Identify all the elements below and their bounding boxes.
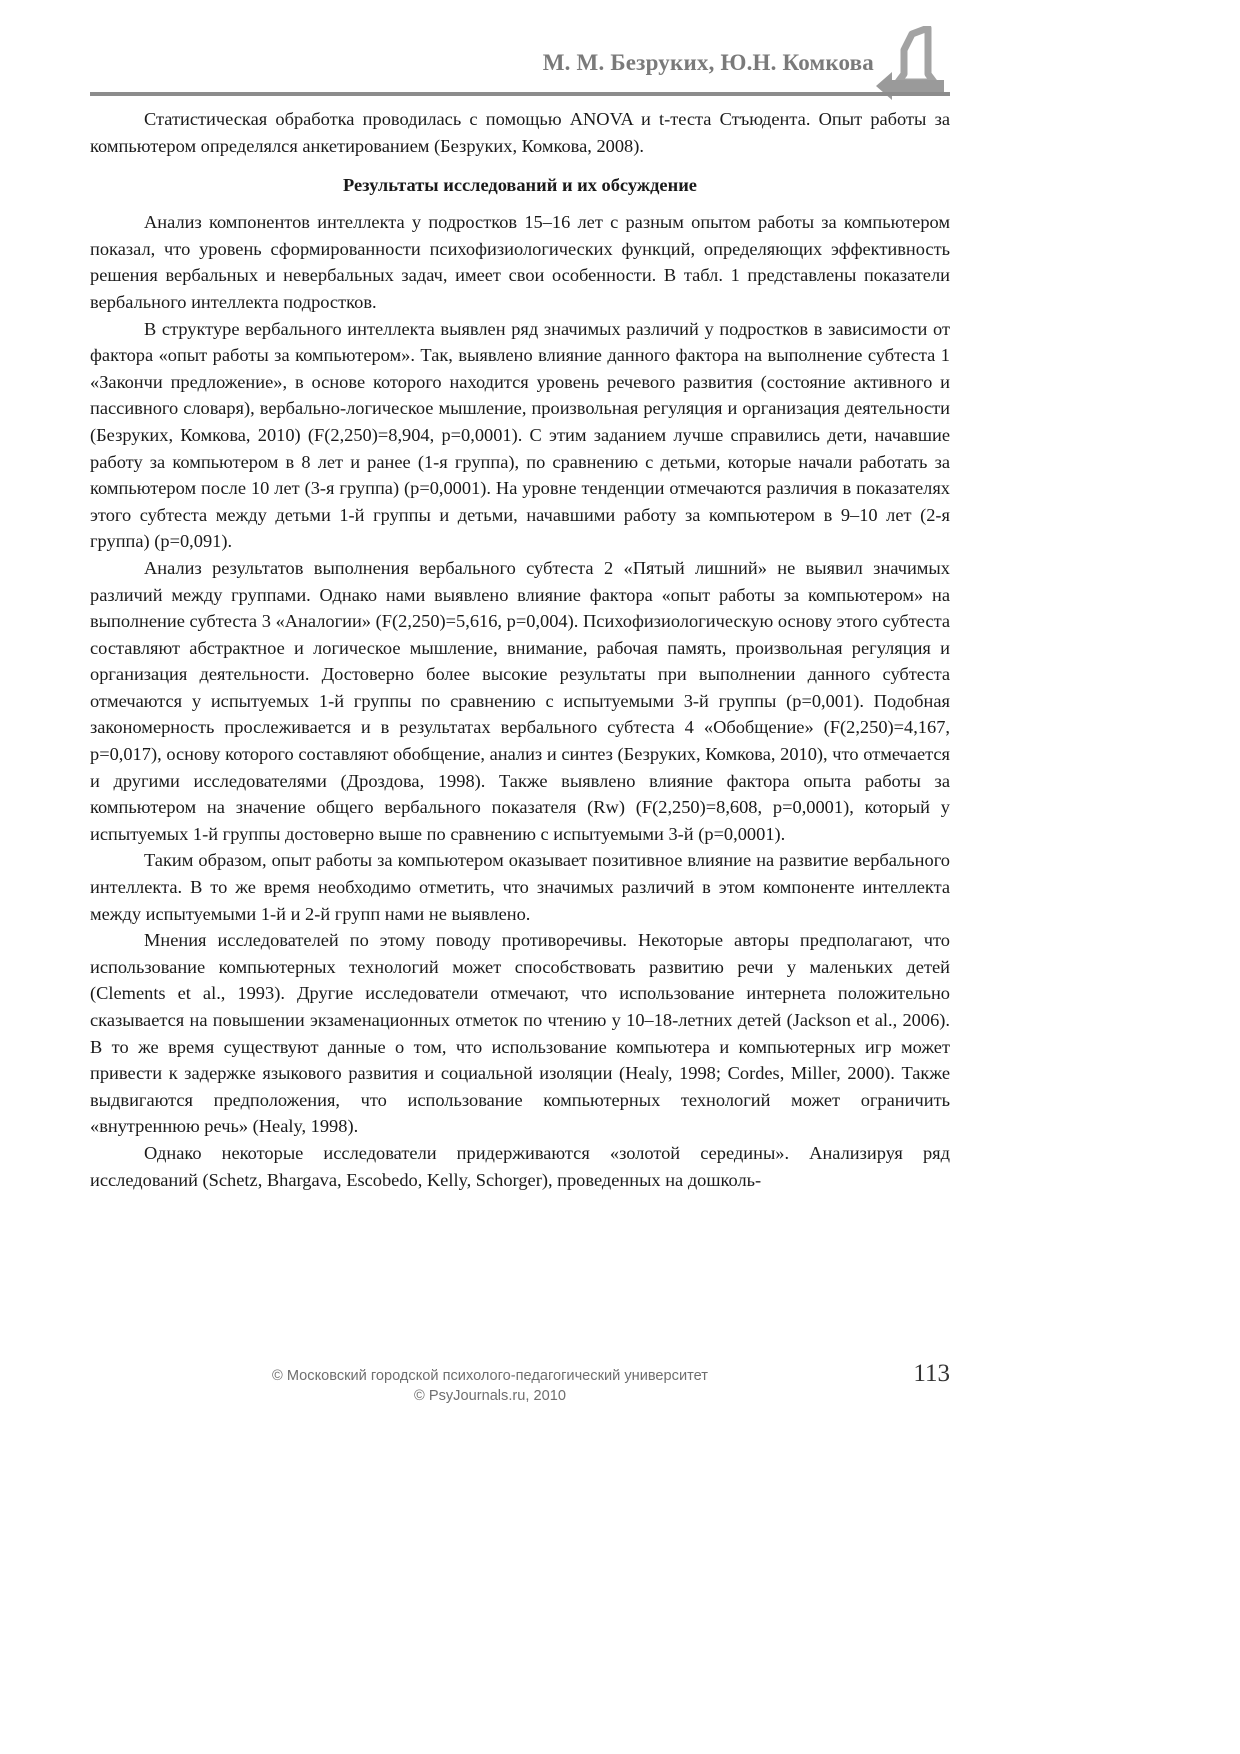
paragraph: В структуре вербального интеллекта выявлен ряд значимых различий у подростков в зависимости от фактора «опыт работы за компьютером». Так, выявлено влияние данного фактора на выполнение субтеста 1 «Закончи предложение», в основе которого находится уровень речевого развития (состояние активного и пассивного словаря), вербально-логическое мышление, произвольная регуляция и организация деятельности (Безруких, Комкова, 2010) (F(2,250)=8,904, p=0,0001). С этим заданием лучше справились дети, начавшие работу за компьютером в 8 лет и ранее (1-я группа), по сравнению с детьми, которые начали работать за компьютером после 10 лет (3-я группа) (p=0,0001). На уровне тенденции отмечаются различия в показателях этого субтеста между детьми 1-й группы и детьми, начавшими работу за компьютером в 9–10 лет (2-я группа) (p=0,091). xyxy=(90,318,950,552)
paragraph: Анализ результатов выполнения вербального субтеста 2 «Пятый лишний» не выявил значимых различий между группами. Однако нами выявлено влияние фактора «опыт работы за компьютером» на выполнение субтеста 3 «Аналогии» (F(2,250)=5,616, p=0,004). Психофизиологическую основу этого субтеста составляют абстрактное и логическое мышление, внимание, рабочая память, произвольная регуляция и организация деятельности. Достоверно более высокие результаты при выполнении данного субтеста отмечаются у испытуемых 1-й группы по сравнению с испытуемыми 3-й группы (p=0,001). Подобная закономерность прослеживается и в результатах вербального субтеста 4 «Обобщение» (F(2,250)=4,167, p=0,017), основу которого составляют обобщение, анализ и синтез (Безруких, Комкова, 2010), что отмечается и другими исследователями (Дроздова, 1998). Также выявлено влияние фактора опыта работы за компьютером на значение общего вербального показателя (Rw) (F(2,250)=8,608, p=0,0001), который у испытуемых 1-й группы достоверно выше по сравнению с испытуемыми 3-й (p=0,0001). xyxy=(90,557,950,844)
header-authors: М. М. Безруких, Ю.Н. Комкова xyxy=(542,50,874,75)
page-number: 113 xyxy=(913,1360,950,1387)
article-body xyxy=(90,106,950,1193)
page-footer xyxy=(90,1360,950,1426)
journal-logo-icon xyxy=(874,26,950,102)
footer-copyright-line: © Московский городской психолого-педагогический университет xyxy=(272,1368,708,1384)
paragraph: Анализ компонентов интеллекта у подростков 15–16 лет с разным опытом работы за компьютером показал, что уровень сформированности психофизиологических функций, определяющих эффективность решения вербальных и невербальных задач, имеет свои особенности. В табл. 1 представлены показатели вербального интеллекта подростков. xyxy=(90,212,950,312)
paragraph: Однако некоторые исследователи придерживаются «золотой середины». Анализируя ряд исследований (Schetz, Bhargava, Escobedo, Kelly, Schorger), проведенных на дошколь- xyxy=(90,1142,950,1190)
paragraph: Таким образом, опыт работы за компьютером оказывает позитивное влияние на развитие вербального интеллекта. В то же время необходимо отметить, что значимых различий в этом компоненте интеллекта между испытуемыми 1-й и 2-й групп нами не выявлено. xyxy=(90,850,950,924)
footer-copyright-line: © PsyJournals.ru, 2010 xyxy=(414,1388,566,1404)
running-header xyxy=(90,38,950,94)
footer-copyright xyxy=(90,1366,890,1406)
paragraph: Мнения исследователей по этому поводу противоречивы. Некоторые авторы предполагают, что использование компьютерных технологий может способствовать развитию речи у маленьких детей (Clements et al., 1993). Другие исследователи отмечают, что использование интернета положительно сказывается на повышении экзаменационных отметок по чтению у 10–18-летних детей (Jackson et al., 2006). В то же время существуют данные о том, что использование компьютера и компьютерных игр может привести к задержке языкового развития и социальной изоляции (Healy, 1998; Cordes, Miller, 2000). Также выдвигаются предположения, что использование компьютерных технологий может ограничить «внутреннюю речь» (Healy, 1998). xyxy=(90,930,950,1137)
header-rule xyxy=(90,92,950,96)
paragraph-intro: Статистическая обработка проводилась с помощью ANOVA и t-теста Стъюдента. Опыт работы за компьютером определялся анкетированием (Безруких, Комкова, 2008). xyxy=(90,109,950,156)
section-title: Результаты исследований и их обсуждение xyxy=(343,175,697,196)
